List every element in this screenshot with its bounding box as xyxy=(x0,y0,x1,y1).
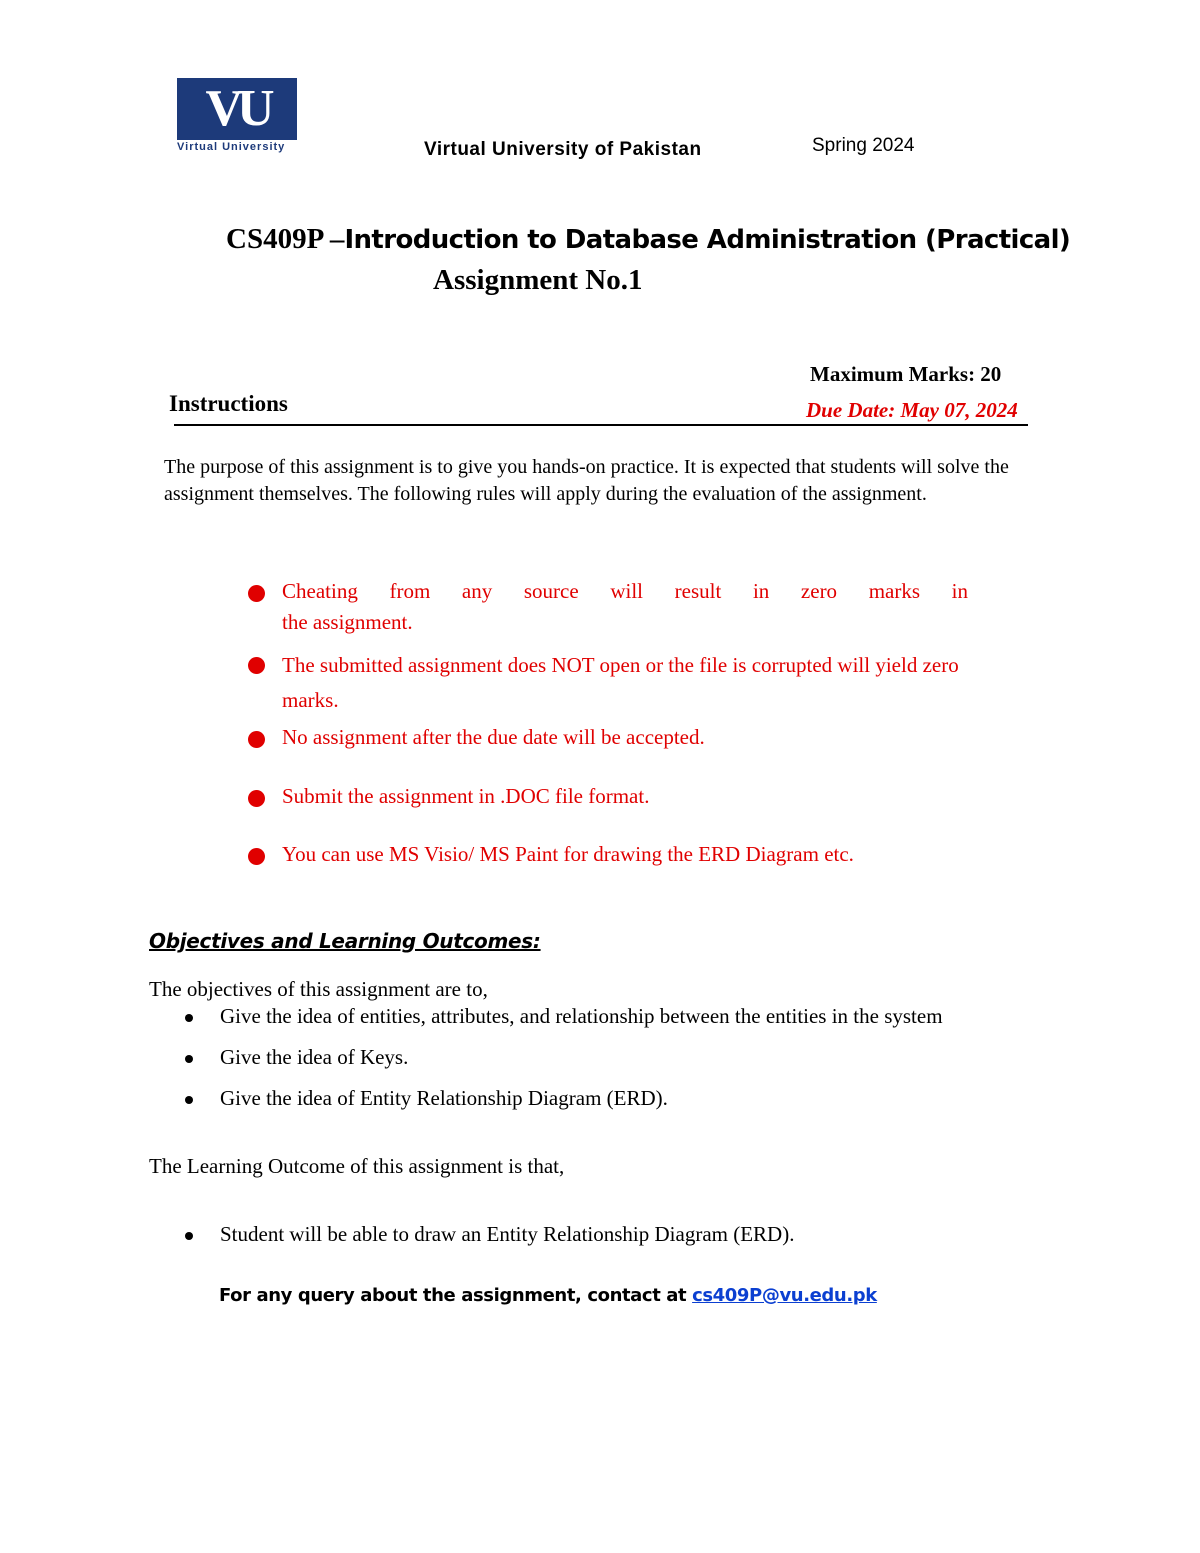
rule-text: The submitted assignment does NOT open or the file is corrupted will yield zero xyxy=(282,653,959,677)
rule-text: the assignment. xyxy=(282,610,413,634)
instructions-heading: Instructions xyxy=(169,391,288,416)
bullet-icon xyxy=(185,1096,193,1104)
red-bullet-icon xyxy=(248,585,265,602)
course-name: Introduction to Database Administration (Practical) xyxy=(344,225,1071,255)
contact-line xyxy=(219,1285,877,1306)
objectives-heading: Objectives and Learning Outcomes: xyxy=(149,929,541,953)
red-bullet-icon xyxy=(248,731,265,748)
contact-email-link[interactable]: cs409P@vu.edu.pk xyxy=(692,1285,877,1306)
red-bullet-icon xyxy=(248,657,265,674)
objective-text: Give the idea of entities, attributes, and relationship between the entities in the system xyxy=(220,1004,943,1028)
rule-text: You can use MS Visio/ MS Paint for drawing the ERD Diagram etc. xyxy=(282,842,854,866)
term-label: Spring 2024 xyxy=(812,135,915,156)
bullet-icon xyxy=(185,1232,193,1240)
assignment-number: Assignment No.1 xyxy=(433,264,643,296)
max-marks: Maximum Marks: 20 xyxy=(810,362,1002,386)
rule-text: Cheating from any source will result in zero marks in xyxy=(282,579,968,603)
rule-text: Submit the assignment in .DOC file format. xyxy=(282,784,650,808)
bullet-icon xyxy=(185,1014,193,1022)
rule-text: marks. xyxy=(282,688,339,712)
rule-text: No assignment after the due date will be accepted. xyxy=(282,725,705,749)
course-title xyxy=(226,223,1070,256)
red-bullet-icon xyxy=(248,848,265,865)
purpose-paragraph: The purpose of this assignment is to give you hands-on practice. It is expected that students will solve the assignment themselves. The following rules will apply during the evaluation of the assignment. xyxy=(164,456,1009,505)
red-bullet-icon xyxy=(248,790,265,807)
outcome-intro: The Learning Outcome of this assignment is that, xyxy=(149,1154,565,1178)
contact-text: For any query about the assignment, contact at xyxy=(219,1285,693,1306)
logo-subtext: Virtual University xyxy=(177,141,286,153)
objectives-intro: The objectives of this assignment are to, xyxy=(149,977,488,1001)
logo-mark: VU xyxy=(205,80,269,137)
university-name: Virtual University of Pakistan xyxy=(424,139,702,160)
bullet-icon xyxy=(185,1055,193,1063)
objective-text: Give the idea of Entity Relationship Diagram (ERD). xyxy=(220,1086,668,1110)
objective-text: Give the idea of Keys. xyxy=(220,1045,409,1069)
outcome-text: Student will be able to draw an Entity Relationship Diagram (ERD). xyxy=(220,1222,795,1246)
course-code: CS409P – xyxy=(226,223,345,255)
university-logo xyxy=(177,78,297,156)
heading-divider xyxy=(174,424,1028,426)
due-date: Due Date: May 07, 2024 xyxy=(806,398,1018,422)
